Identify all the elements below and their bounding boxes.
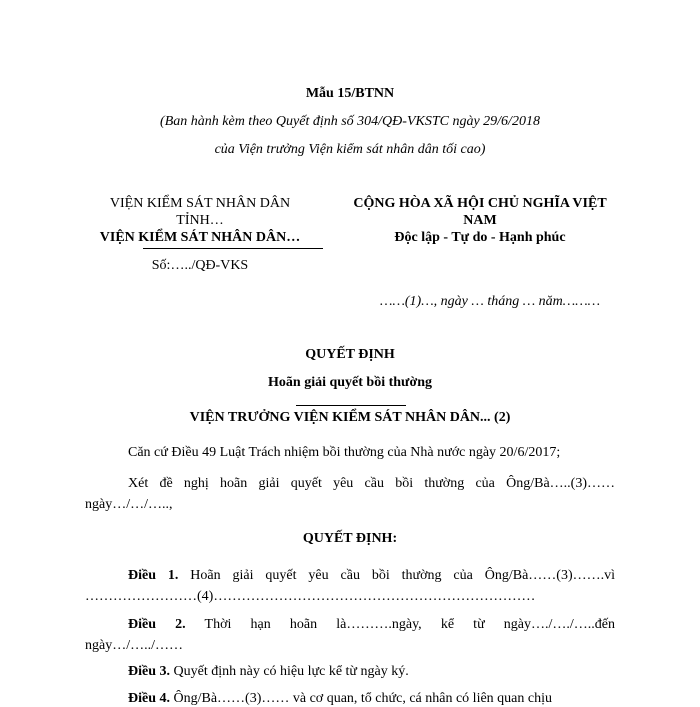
article-1-line-1: [128, 568, 615, 584]
form-code: Mẫu 15/BTNN: [305, 86, 395, 101]
nation-name-line-2: NAM: [463, 213, 497, 228]
article-2-line-2: ngày…/…../……: [85, 638, 183, 653]
article-4: [128, 691, 552, 707]
article-3-text: Quyết định này có hiệu lực kể từ ngày ký.: [170, 664, 409, 679]
title-rule: [296, 405, 406, 406]
legal-basis: Căn cứ Điều 49 Luật Trách nhiệm bồi thường của Nhà nước ngày 20/6/2017;: [128, 445, 561, 460]
article-1-line-2: ……………………(4)……………………………………………………………: [85, 589, 536, 604]
article-1-text: Hoãn giải quyết yêu cầu bồi thường của Ông/Bà……(3)…….vì: [178, 568, 616, 583]
issuing-authority: VIỆN TRƯỞNG VIỆN KIỂM SÁT NHÂN DÂN... (2): [189, 410, 511, 425]
agency-name-line-3: VIỆN KIỂM SÁT NHÂN DÂN…: [99, 230, 301, 245]
article-1-label: Điều 1.: [128, 568, 179, 583]
consideration-line-1: Xét đề nghị hoãn giải quyết yêu cầu bồi thường của Ông/Bà…..(3)……: [128, 476, 615, 491]
agency-underline: [143, 248, 323, 249]
issued-by-line-1: (Ban hành kèm theo Quyết định số 304/QĐ-VKSTC ngày 29/6/2018: [160, 114, 540, 129]
article-2-line-1: [128, 617, 615, 633]
agency-name-line-1: VIỆN KIỂM SÁT NHÂN DÂN: [109, 196, 291, 211]
issued-by-line-2: của Viện trưởng Viện kiểm sát nhân dân tối cao): [214, 142, 486, 157]
decision-subject: Hoãn giải quyết bồi thường: [268, 375, 432, 390]
agency-name-line-2: TỈNH…: [176, 213, 224, 228]
article-4-label: Điều 4.: [128, 691, 170, 706]
decision-title: QUYẾT ĐỊNH: [305, 347, 395, 362]
place-date-line: ……(1)…, ngày … tháng … năm………: [380, 294, 601, 309]
article-4-text: Ông/Bà……(3)…… và cơ quan, tổ chức, cá nhân có liên quan chịu: [170, 691, 552, 706]
article-3-label: Điều 3.: [128, 664, 170, 679]
decision-heading: QUYẾT ĐỊNH:: [302, 531, 398, 546]
article-3: [128, 664, 409, 680]
article-2-text: Thời hạn hoãn là……….ngày, kể từ ngày…./…./…..đến: [185, 617, 616, 632]
consideration-line-2: ngày…/…/…..,: [85, 497, 173, 512]
article-2-label: Điều 2.: [128, 617, 186, 632]
national-motto: Độc lập - Tự do - Hạnh phúc: [394, 230, 566, 245]
document-number: Số:…../QĐ-VKS: [151, 258, 249, 273]
nation-name-line-1: CỘNG HÒA XÃ HỘI CHỦ NGHĨA VIỆT: [353, 196, 607, 211]
